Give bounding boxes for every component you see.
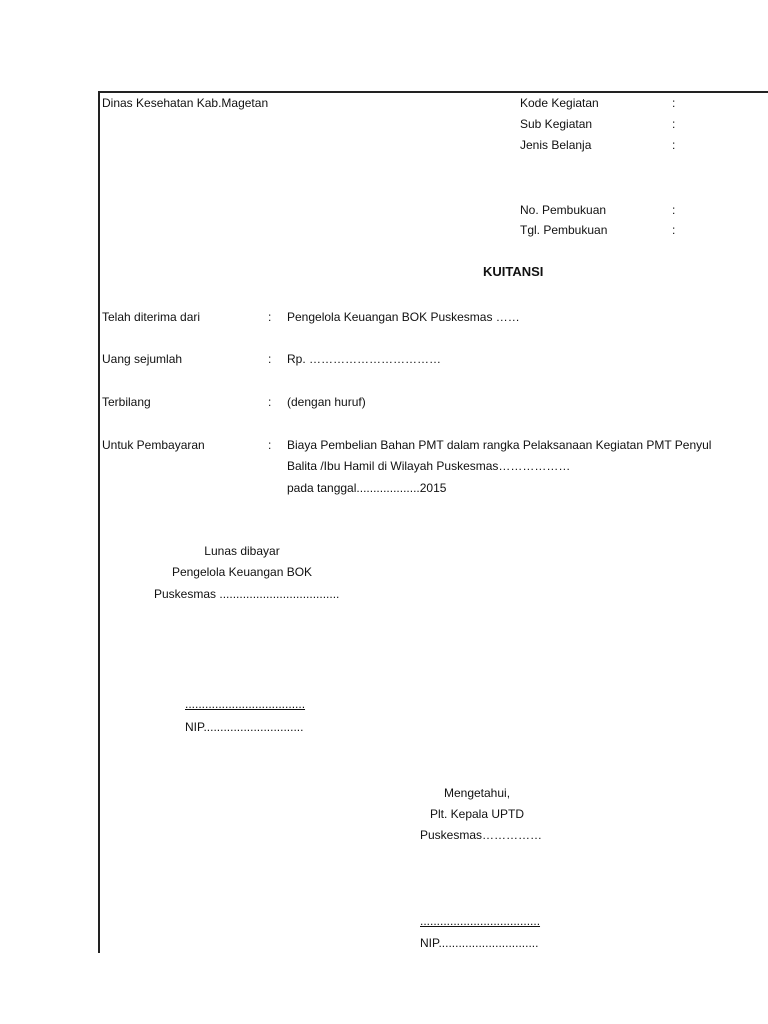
left-sign-line3: Puskesmas .................................... bbox=[154, 587, 340, 601]
top-border bbox=[98, 91, 768, 93]
left-sign-line2: Pengelola Keuangan BOK bbox=[171, 565, 313, 579]
right-sign-nip: NIP.............................. bbox=[420, 936, 539, 950]
field-colon: : bbox=[672, 203, 676, 217]
field-label-no-pembukuan: No. Pembukuan bbox=[520, 203, 607, 217]
row-label-terbilang: Terbilang bbox=[102, 395, 151, 409]
field-colon: : bbox=[672, 117, 676, 131]
field-colon: : bbox=[672, 138, 676, 152]
left-sign-line1: Lunas dibayar bbox=[204, 544, 280, 558]
right-sign-line3: Puskesmas…………… bbox=[420, 828, 543, 842]
field-colon: : bbox=[672, 96, 676, 110]
row-value-pembayaran-line3: pada tanggal...................2015 bbox=[287, 481, 447, 495]
left-sign-name: .................................... bbox=[185, 697, 306, 711]
field-label-kode-kegiatan: Kode Kegiatan bbox=[520, 96, 599, 110]
row-colon: : bbox=[268, 395, 272, 409]
row-value-sejumlah: Rp. …………………………… bbox=[287, 352, 442, 366]
left-border bbox=[98, 91, 100, 953]
document-title: KUITANSI bbox=[483, 264, 544, 279]
field-label-jenis-belanja: Jenis Belanja bbox=[520, 138, 592, 152]
right-sign-name: .................................... bbox=[420, 914, 541, 928]
left-sign-nip: NIP.............................. bbox=[185, 720, 304, 734]
field-label-sub-kegiatan: Sub Kegiatan bbox=[520, 117, 593, 131]
row-value-terbilang: (dengan huruf) bbox=[287, 395, 366, 409]
row-colon: : bbox=[268, 352, 272, 366]
row-colon: : bbox=[268, 310, 272, 324]
row-value-diterima: Pengelola Keuangan BOK Puskesmas …… bbox=[287, 310, 520, 324]
field-colon: : bbox=[672, 223, 676, 237]
field-label-tgl-pembukuan: Tgl. Pembukuan bbox=[520, 223, 608, 237]
row-colon: : bbox=[268, 438, 272, 452]
row-value-pembayaran-line2: Balita /Ibu Hamil di Wilayah Puskesmas……………… bbox=[287, 459, 571, 473]
row-label-diterima: Telah diterima dari bbox=[102, 310, 201, 324]
row-label-pembayaran: Untuk Pembayaran bbox=[102, 438, 205, 452]
right-sign-line1: Mengetahui, bbox=[443, 786, 511, 800]
org-name: Dinas Kesehatan Kab.Magetan bbox=[102, 96, 269, 110]
row-value-pembayaran: Biaya Pembelian Bahan PMT dalam rangka Pelaksanaan Kegiatan PMT Penyul bbox=[287, 438, 712, 452]
row-label-sejumlah: Uang sejumlah bbox=[102, 352, 183, 366]
right-sign-line2: Plt. Kepala UPTD bbox=[429, 807, 525, 821]
